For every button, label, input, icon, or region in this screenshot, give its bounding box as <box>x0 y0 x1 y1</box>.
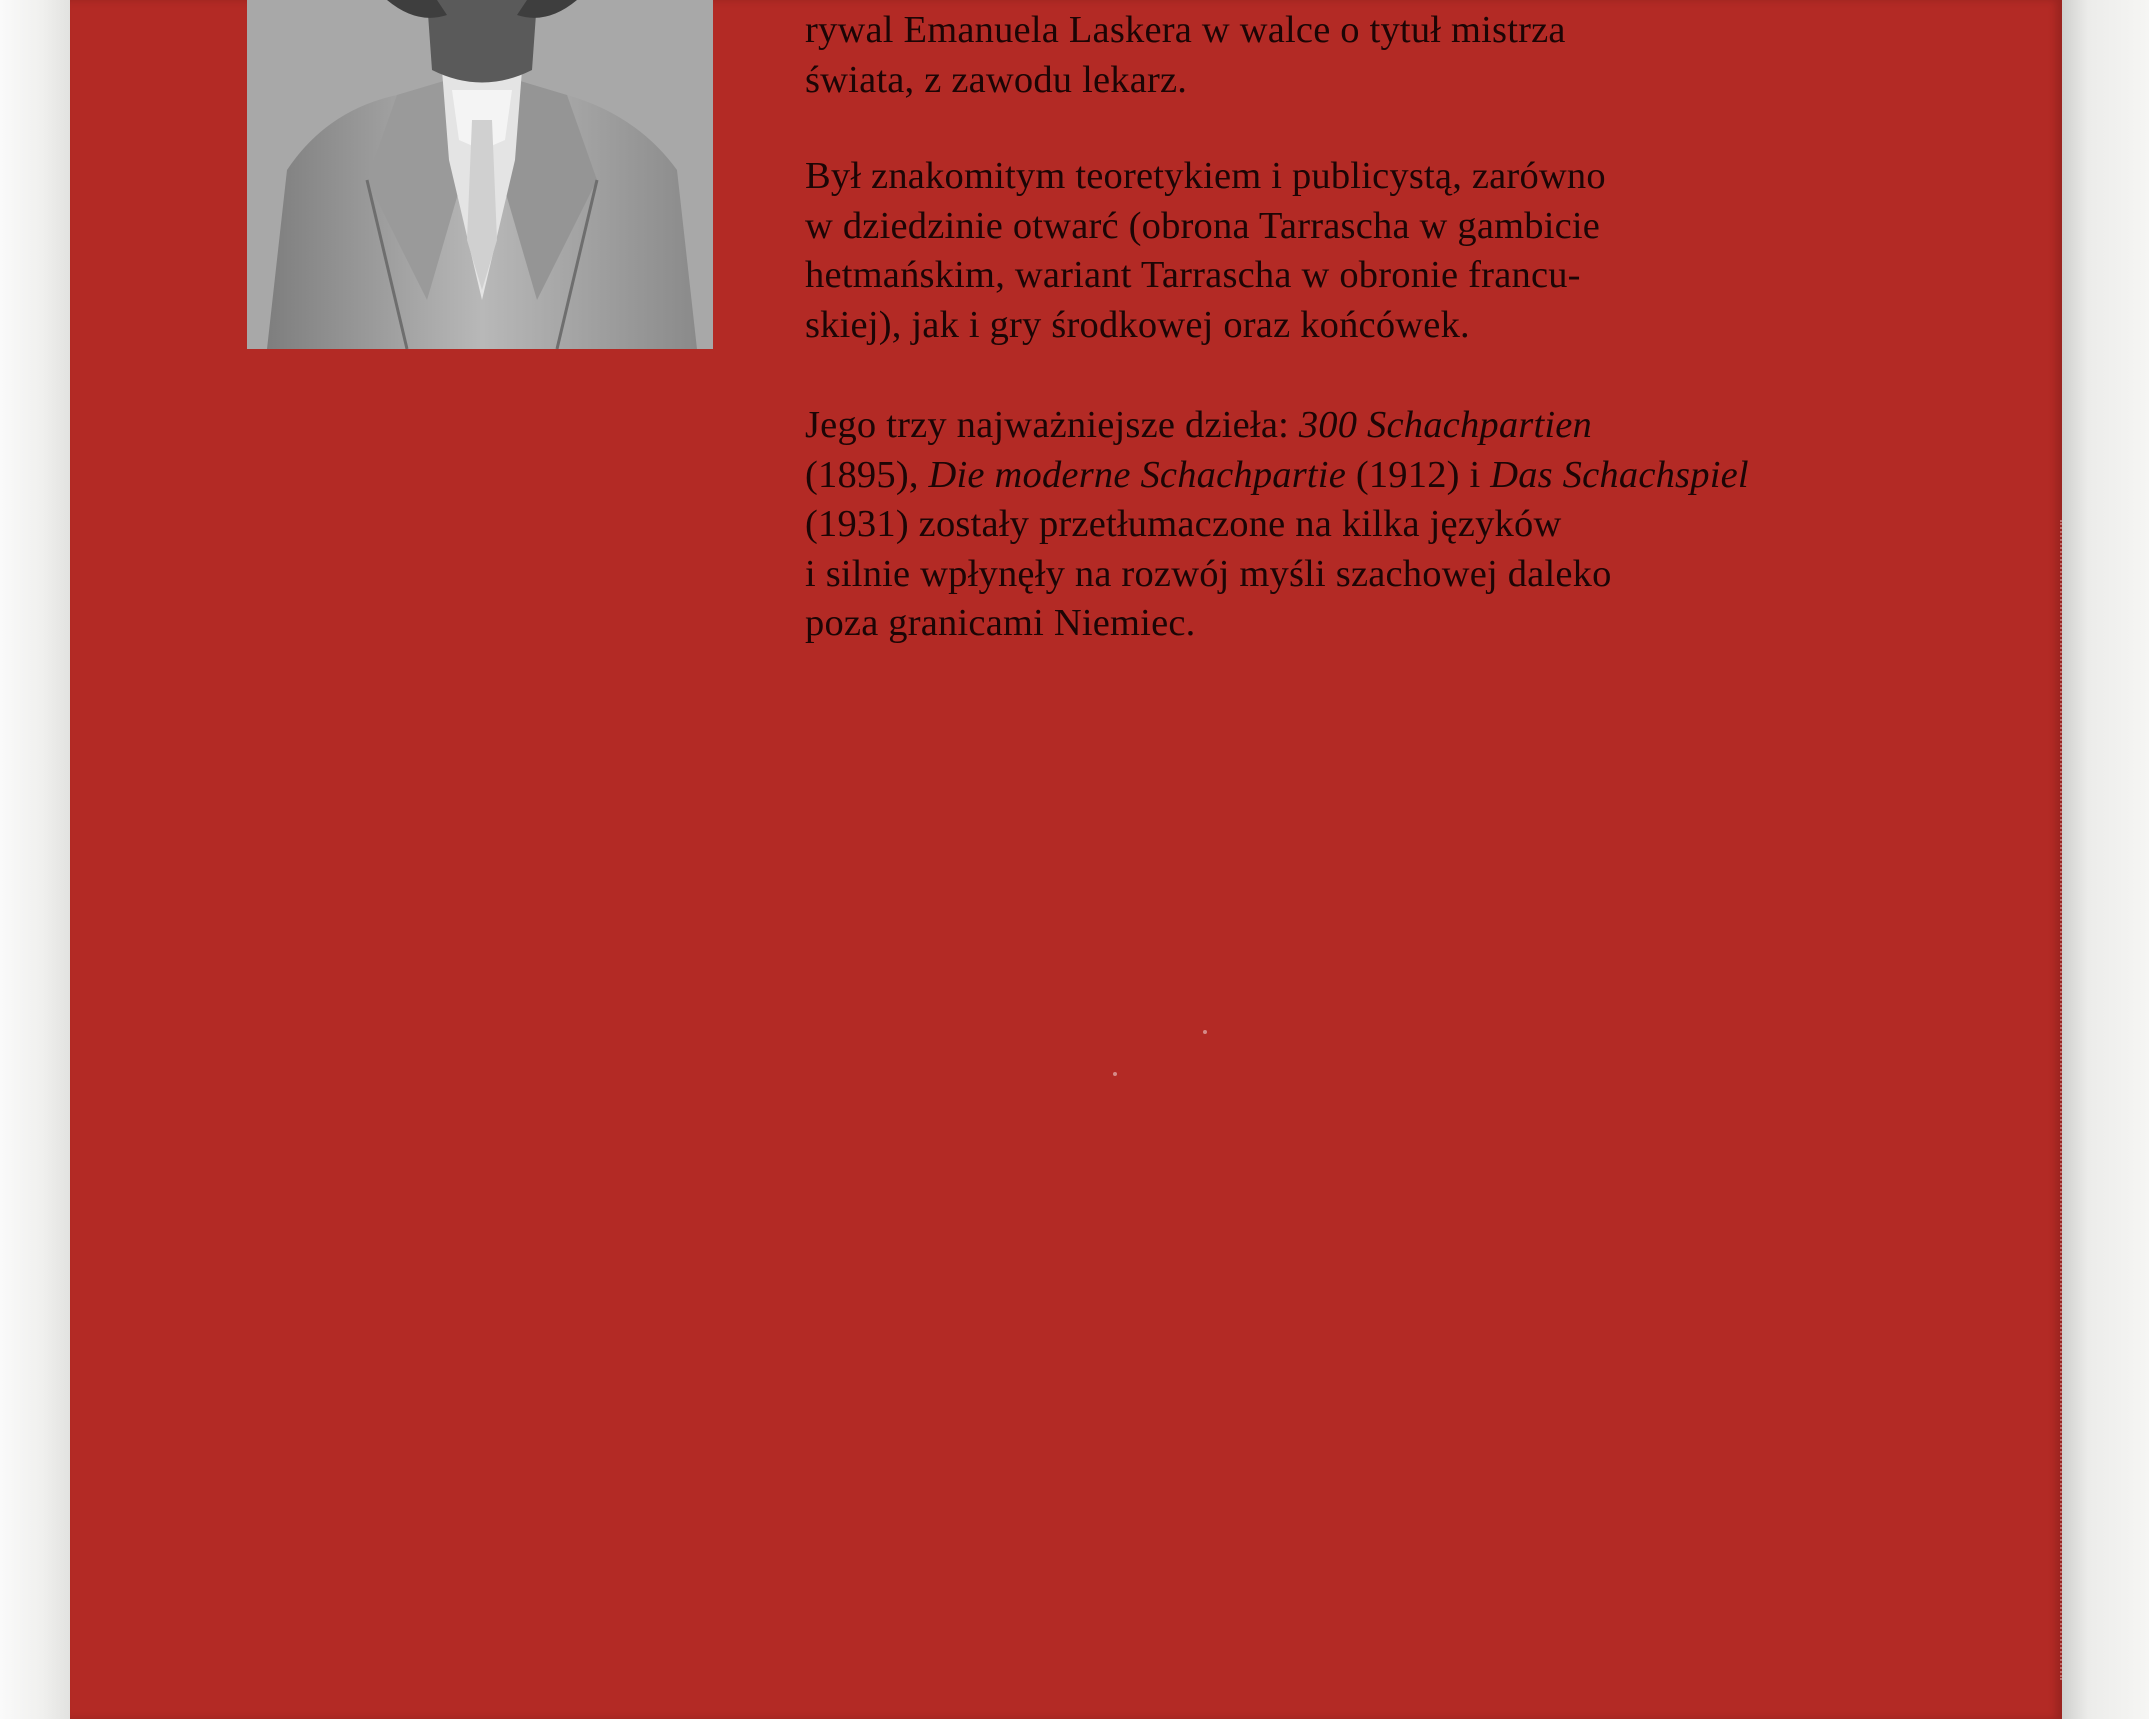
scan-border-left <box>0 0 70 1719</box>
scan-speck <box>1113 1072 1117 1076</box>
text-line: w dziedzinie otwarć (obrona Tarrascha w gambicie <box>805 204 1601 247</box>
biography-paragraph <box>805 6 1566 105</box>
text-fragment: (1912) i <box>1346 453 1491 496</box>
scan-border-right <box>2062 0 2149 1719</box>
text-line: i silnie wpłynęły na rozwój myśli szachowej daleko <box>805 552 1612 595</box>
book-title: Das Schachspiel <box>1490 453 1749 496</box>
text-fragment: Jego trzy najważniejsze dzieła: <box>805 404 1299 446</box>
scan-speck <box>1203 1030 1207 1034</box>
text-line <box>805 451 1749 501</box>
text-fragment: (1895), <box>805 453 929 496</box>
cover-fold-line <box>2060 520 2062 1680</box>
text-line: skiej), jak i gry środkowej oraz końcówek. <box>805 303 1470 346</box>
portrait-photo-icon <box>247 0 713 349</box>
author-portrait-photo <box>247 0 713 349</box>
book-title: 300 Schachpartien <box>1298 404 1593 446</box>
works-paragraph <box>805 401 1749 649</box>
text-line <box>805 401 1749 451</box>
text-line: rywal Emanuela Laskera w walce o tytuł mistrza <box>805 9 1566 51</box>
text-line: Był znakomitym teoretykiem i publicystą, zarówno <box>805 155 1606 197</box>
biography-paragraph <box>805 152 1606 350</box>
text-line: poza granicami Niemiec. <box>805 602 1196 644</box>
text-line: (1931) zostały przetłumaczone na kilka języków <box>805 503 1562 545</box>
book-title: Die moderne Schachpartie <box>928 453 1346 496</box>
text-line: świata, z zawodu lekarz. <box>805 58 1188 101</box>
text-line: hetmańskim, wariant Tarrascha w obronie francu- <box>805 254 1581 296</box>
